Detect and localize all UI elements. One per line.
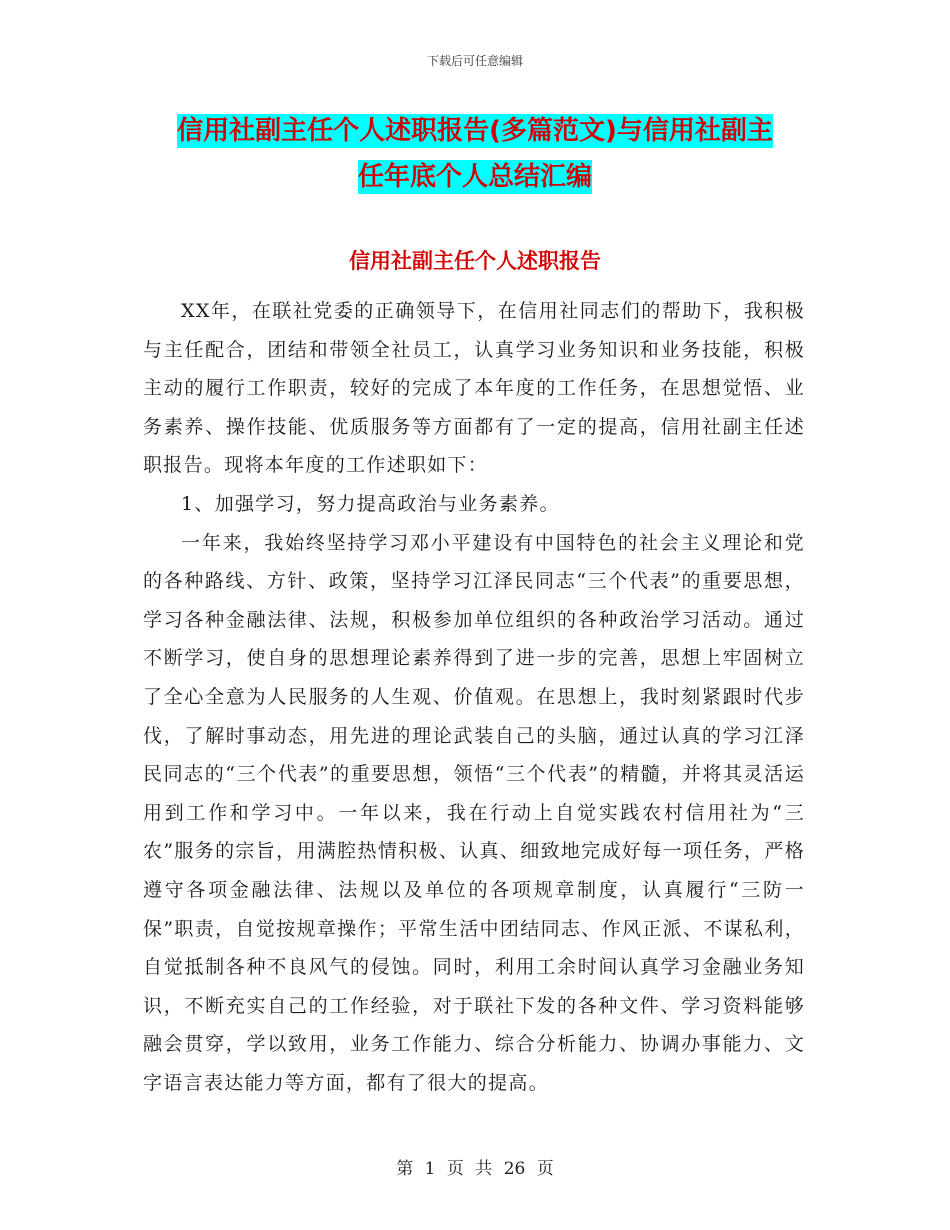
document-title bbox=[130, 108, 820, 200]
header-note: 下载后可任意编辑 bbox=[426, 54, 523, 68]
document-body bbox=[143, 292, 805, 1102]
paragraph-2: 1、加强学习，努力提高政治与业务素养。 bbox=[181, 492, 560, 515]
paragraph-3: 一年来，我始终坚持学习邓小平建设有中国特色的社会主义理论和党的各种路线、方针、政策，坚持学习江泽民同志“三个代表”的重要思想，学习各种金融法律、法规，积极参加单位组织的各种政治学习活动。通过不断学习，使自身的思想理论素养得到了进一步的完善，思想上牢固树立了全心全意为人民服务的人生观、价值观。在思想上，我时刻紧跟时代步伐，了解时事动态，用先进的理论武装自己的头脑，通过认真的学习江泽民同志的“三个代表”的重要思想，领悟“三个代表”的精髓，并将其灵活运用到工作和学习中。一年以来，我在行动上自觉实践农村信用社为“三农”服务的宗旨，用满腔热情积极、认真、细致地完成好每一项任务，严格遵守各项金融法律、法规以及单位的各项规章制度，认真履行“三防一保”职责，自觉按规章操作；平常生活中团结同志、作风正派、不谋私利，自觉抵制各种不良风气的侵蚀。同时，利用工余时间认真学习金融业务知识，不断充实自己的工作经验，对于联社下发的各种文件、学习资料能够融会贯穿，学以致用，业务工作能力、综合分析能力、协调办事能力、文字语言表达能力等方面，都有了很大的提高。 bbox=[143, 531, 805, 1094]
page-number: 第 1 页 共 26 页 bbox=[396, 1159, 554, 1179]
document-title-line-1: 信用社副主任个人述职报告(多篇范文)与信用社副主 bbox=[177, 116, 773, 146]
document-title-line-2: 任年底个人总结汇编 bbox=[357, 162, 592, 192]
section-title: 信用社副主任个人述职报告 bbox=[349, 249, 601, 273]
paragraph-1: XX年，在联社党委的正确领导下，在信用社同志们的帮助下，我积极与主任配合，团结和带领全社员工，认真学习业务知识和业务技能，积极主动的履行工作职责，较好的完成了本年度的工作任务，在思想觉悟、业务素养、操作技能、优质服务等方面都有了一定的提高，信用社副主任述职报告。现将本年度的工作述职如下： bbox=[143, 300, 805, 477]
